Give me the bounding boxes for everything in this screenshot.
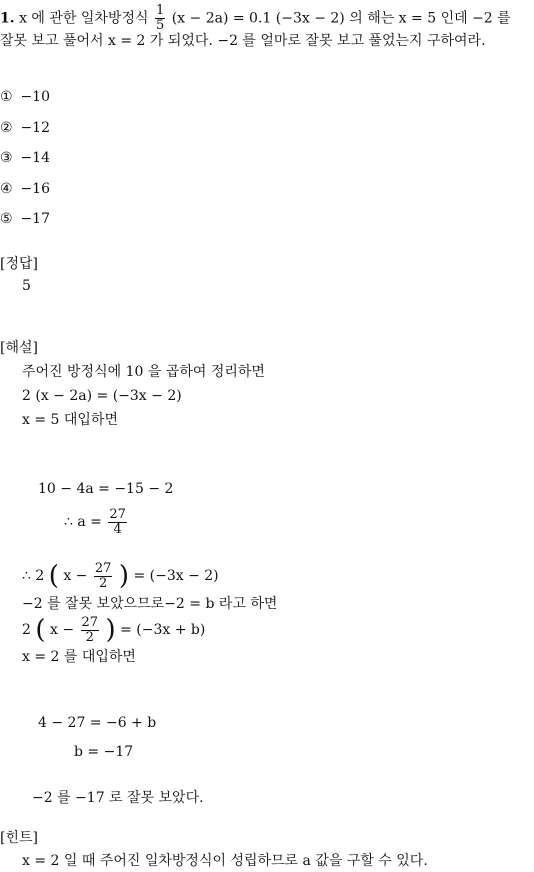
explanation-line-8-mid: x −: [49, 622, 75, 638]
option-4-mark: ④: [0, 181, 13, 197]
option-2-text: −12: [20, 120, 50, 136]
explanation-line-8: [22, 612, 205, 648]
hint-heading: [힌트]: [0, 830, 38, 846]
option-1-mark: ①: [0, 89, 13, 105]
fraction-numerator: 27: [94, 560, 112, 576]
question-fraction: [155, 4, 165, 33]
fraction-denominator: 2: [85, 629, 94, 645]
hint-text: x = 2 일 때 주어진 일차방정식이 성립하므로 a 값을 구할 수 있다.: [22, 853, 428, 869]
explanation-line-8-fraction: [81, 616, 100, 645]
right-paren: ): [105, 615, 116, 645]
explanation-line-11: b = −17: [74, 744, 134, 760]
option-3-mark: ③: [0, 150, 13, 166]
explanation-line-6: [22, 558, 219, 594]
explanation-line-8-suffix: = (−3x + b): [120, 622, 206, 638]
right-paren: ): [118, 561, 130, 591]
explanation-line-6-suffix: = (−3x − 2): [133, 568, 219, 584]
explanation-line-12: −2 를 −17 로 잘못 보았다.: [32, 790, 204, 806]
explanation-line-5-text: ∴ a =: [64, 514, 102, 530]
option-3[interactable]: [0, 149, 50, 167]
explanation-line-6-prefix: ∴ 2: [22, 568, 45, 584]
option-3-text: −14: [20, 150, 50, 166]
explanation-line-2: 2 (x − 2a) = (−3x − 2): [22, 388, 182, 404]
explanation-line-8-prefix: 2: [22, 622, 31, 638]
explanation-line-6-fraction: [94, 562, 113, 591]
fraction-numerator: 27: [109, 506, 126, 522]
fraction-numerator: 27: [81, 614, 99, 630]
explanation-line-1: 주어진 방정식에 10 을 곱하여 정리하면: [22, 364, 265, 380]
option-1-text: −10: [20, 89, 50, 105]
option-5-mark: ⑤: [0, 211, 13, 227]
fraction-denominator: 5: [155, 18, 165, 33]
explanation-line-10: 4 − 27 = −6 + b: [38, 715, 157, 731]
explanation-heading: [해설]: [0, 340, 38, 356]
explanation-line-6-mid: x −: [63, 568, 88, 584]
option-1[interactable]: [0, 88, 50, 106]
explanation-line-4: 10 − 4a = −15 − 2: [38, 481, 174, 497]
option-4-text: −16: [20, 181, 50, 197]
option-2-mark: ②: [0, 120, 13, 136]
left-paren: (: [48, 561, 59, 591]
option-5-text: −17: [20, 211, 50, 227]
option-2[interactable]: [0, 119, 50, 137]
left-paren: (: [35, 615, 46, 645]
question-text-b: (x − 2a) = 0.1 (−3x − 2) 의 해는 x = 5 인데 −2 를: [171, 10, 511, 27]
question-line-2: 잘못 보고 풀어서 x = 2 가 되었다. −2 를 얼마로 잘못 보고 풀었는지 구하여라.: [0, 33, 486, 49]
explanation-line-7: −2 를 잘못 보았으므로−2 = b 라고 하면: [22, 596, 278, 612]
answer-value: 5: [22, 278, 31, 294]
option-4[interactable]: [0, 180, 50, 198]
fraction-denominator: 2: [98, 575, 108, 591]
explanation-line-5: [64, 504, 129, 540]
fraction-numerator: 1: [155, 3, 165, 18]
answer-heading: [정답]: [0, 256, 38, 272]
question-line-1: [0, 4, 511, 33]
explanation-line-3: x = 5 대입하면: [22, 412, 118, 428]
question-number: 1.: [0, 10, 15, 27]
question-text-a: x 에 관한 일차방정식: [19, 10, 149, 27]
explanation-line-5-fraction: [108, 508, 127, 537]
option-5[interactable]: [0, 210, 50, 228]
explanation-line-9: x = 2 를 대입하면: [22, 649, 136, 665]
fraction-denominator: 4: [113, 521, 122, 537]
